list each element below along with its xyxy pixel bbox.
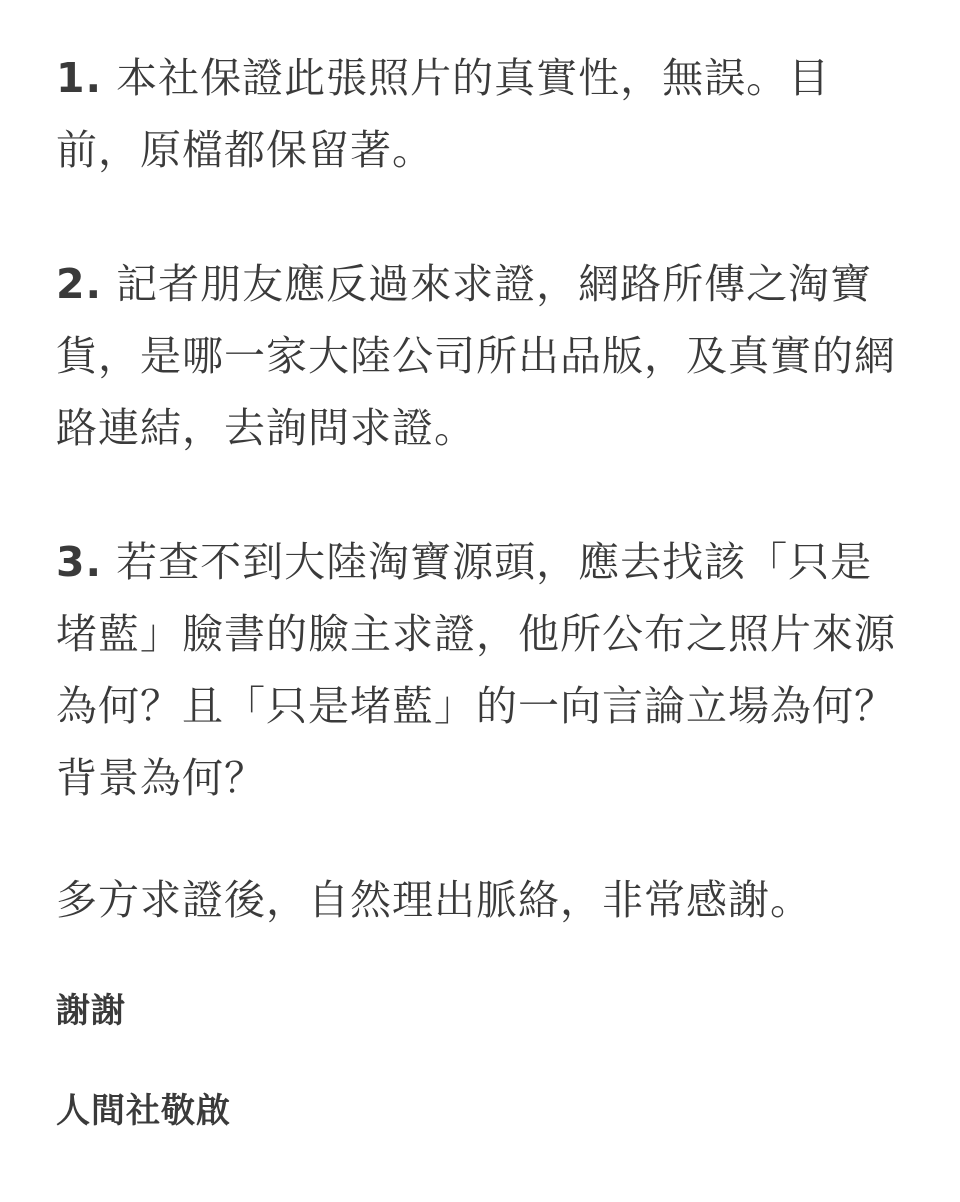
signature-clip xyxy=(56,1088,896,1130)
document-body xyxy=(56,42,896,1130)
closing-line-clip xyxy=(56,872,896,928)
paragraph-3-text: 若查不到大陸淘寶源頭，應去找該「只是堵藍」臉書的臉主求證，他所公布之照片來源為何？且「只是堵藍」的一向言論立場為何？背景為何？ xyxy=(56,538,896,802)
closing-line: 多方求證後，自然理出脈絡，非常感謝。 xyxy=(56,876,812,924)
paragraph-3-number: 3. xyxy=(56,538,103,586)
paragraph-1-number: 1. xyxy=(56,54,103,102)
paragraph-2-number: 2. xyxy=(56,260,103,308)
paragraph-1 xyxy=(56,42,896,186)
paragraph-3 xyxy=(56,526,896,814)
signature: 人間社敬啟 xyxy=(56,1091,231,1130)
paragraph-2-text: 記者朋友應反過來求證，網路所傳之淘寶貨，是哪一家大陸公司所出品版，及真實的網路連結，去詢問求證。 xyxy=(56,260,896,452)
paragraph-1-text: 本社保證此張照片的真實性，無誤。目前，原檔都保留著。 xyxy=(56,54,831,174)
thanks-line: 謝謝 xyxy=(56,991,126,1031)
paragraph-2 xyxy=(56,248,896,464)
